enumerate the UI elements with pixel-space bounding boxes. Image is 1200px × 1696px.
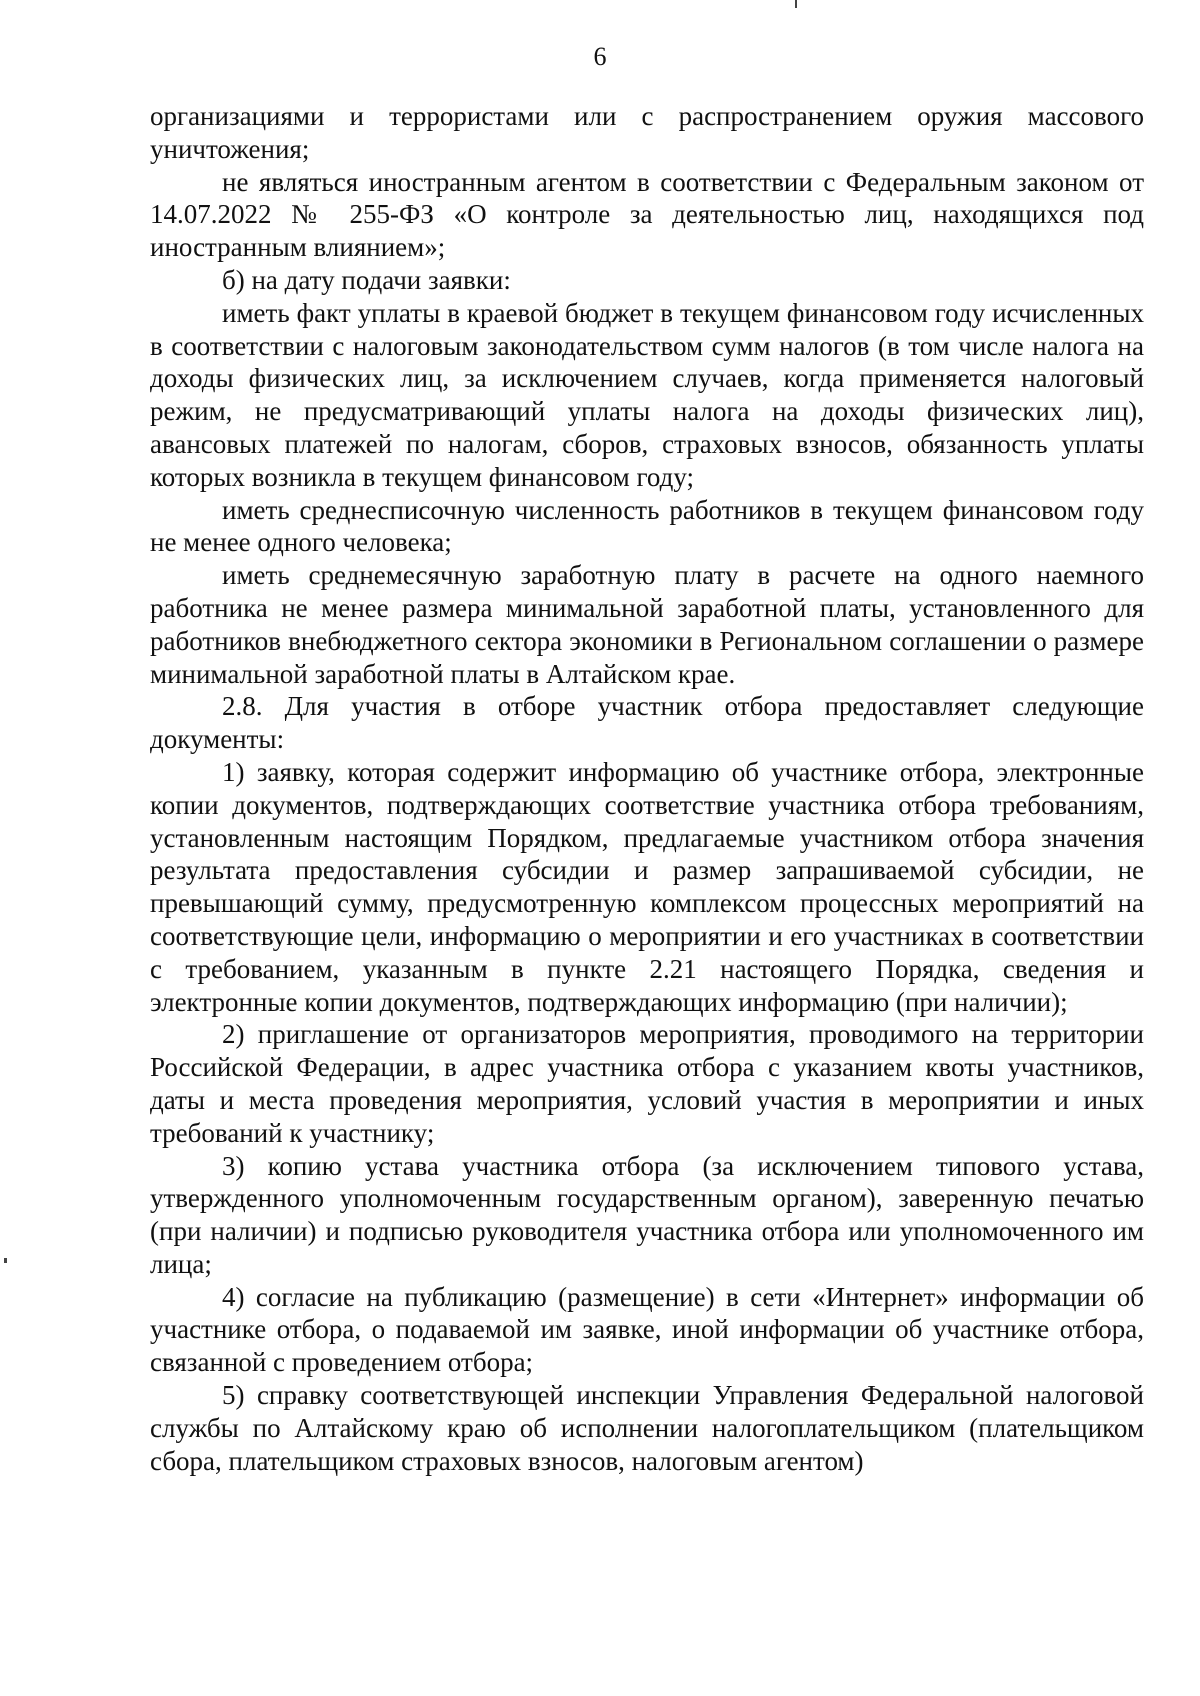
list-item: 2) приглашение от организаторов мероприятия, проводимого на территории Российской Федерации, в адрес участника отбора с указанием квоты участников, даты и места проведения мероприятия, условий участия в мероприятии и иных требований к участнику; xyxy=(150,1019,1144,1148)
document-body xyxy=(150,100,1144,1477)
paragraph: организациями и террористами или с распространением оружия массового уничтожения; xyxy=(150,101,1144,164)
paragraph: иметь среднемесячную заработную плату в расчете на одного наемного работника не менее размера минимальной заработной платы, установленного для работников внебюджетного сектора экономики в Региональном соглашении о размере минимальной заработной платы в Алтайском крае. xyxy=(150,560,1144,689)
list-item: 3) копию устава участника отбора (за исключением типового устава, утвержденного уполномоченным государственным органом), заверенную печатью (при наличии) и подписью руководителя участника отбора или уполномоченного им лица; xyxy=(150,1150,1144,1279)
scan-artifact xyxy=(4,1258,7,1263)
paragraph: иметь среднесписочную численность работников в текущем финансовом году не менее одного человека; xyxy=(150,494,1144,558)
paragraph: не являться иностранным агентом в соответствии с Федеральным законом от 14.07.2022 № 255-ФЗ «О контроле за деятельностью лиц, находящихся под иностранным влиянием»; xyxy=(150,166,1144,263)
page-number: 6 xyxy=(593,42,607,71)
scan-artifact xyxy=(795,0,797,8)
list-item: 1) заявку, которая содержит информацию об участнике отбора, электронные копии документов, подтверждающих соответствие участника отбора требованиям, установленным настоящим Порядком, предлагаемые участником отбора значения результата предоставления субсидии и размер запрашиваемой субсидии, не превышающий сумму, предусмотренную комплексом процессных мероприятий на соответствующие цели, информацию о мероприятии и его участниках в соответствии с требованием, указанным в пункте 2.21 настоящего Порядка, сведения и электронные копии документов, подтверждающих информацию (при наличии); xyxy=(150,756,1144,1017)
paragraph: б) на дату подачи заявки: xyxy=(222,264,511,295)
section-paragraph: 2.8. Для участия в отборе участник отбора предоставляет следующие документы: xyxy=(150,691,1144,755)
list-item: 4) согласие на публикацию (размещение) в сети «Интернет» информации об участнике отбора, о подаваемой им заявке, иной информации об участнике отбора, связанной с проведением отбора; xyxy=(150,1281,1144,1378)
paragraph: иметь факт уплаты в краевой бюджет в текущем финансовом году исчисленных в соответствии с налоговым законодательством сумм налогов (в том числе налога на доходы физических лиц, за исключением случаев, когда применяется налоговый режим, не предусматривающий уплаты налога на доходы физических лиц), авансовых платежей по налогам, сборов, страховых взносов, обязанность уплаты которых возникла в текущем финансовом году; xyxy=(150,297,1144,492)
list-item: 5) справку соответствующей инспекции Управления Федеральной налоговой службы по Алтайскому краю об исполнении налогоплательщиком (плательщиком сбора, плательщиком страховых взносов, налоговым агентом) xyxy=(150,1380,1144,1476)
